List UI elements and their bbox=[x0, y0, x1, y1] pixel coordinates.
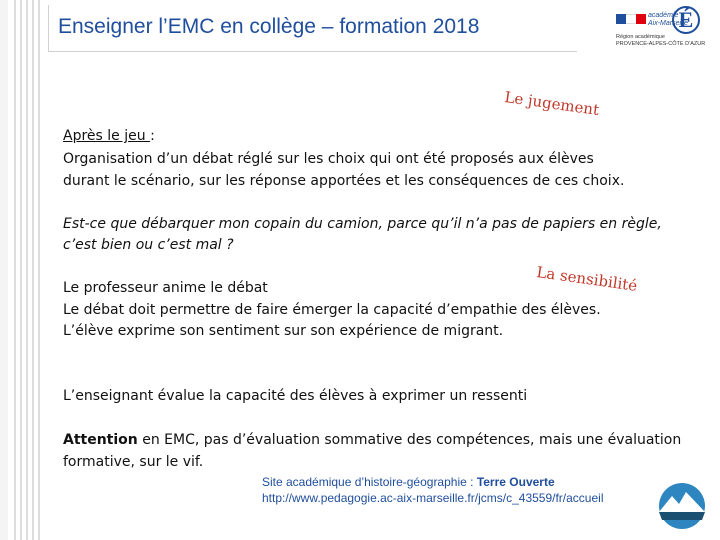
annotation-sensibility: La sensibilité bbox=[535, 263, 639, 295]
debate-line: L’élève exprime son sentiment sur son expérience de migrant. bbox=[63, 323, 504, 339]
evaluation-line: L’enseignant évalue la capacité des élèves à exprimer un ressenti bbox=[63, 388, 528, 404]
page-title: Enseigner l’EMC en collège – formation 2018 bbox=[58, 15, 480, 38]
academy-brand: académie Aix-Marseille bbox=[648, 12, 689, 27]
terre-ouverte-logo-icon bbox=[652, 482, 712, 530]
margin-rule bbox=[32, 0, 34, 540]
academy-logo bbox=[610, 6, 706, 52]
footer-url-link[interactable]: http://www.pedagogie.ac-aix-marseille.fr/jcms/c_43559/fr/accueil bbox=[262, 491, 604, 505]
attention-line: formative, sur le vif. bbox=[63, 454, 204, 470]
margin-rule bbox=[26, 0, 28, 540]
after-game-line: durant le scénario, sur les réponse apportées et les conséquences de ces choix. bbox=[63, 173, 625, 189]
attention-line: Attention en EMC, pas d’évaluation sommative des compétences, mais une évaluation bbox=[63, 432, 682, 448]
french-flag-icon bbox=[616, 14, 646, 24]
annotation-judgment: Le jugement bbox=[503, 88, 601, 120]
margin-rule bbox=[14, 0, 16, 540]
academy-e-icon: É bbox=[672, 6, 700, 34]
margin-rule bbox=[20, 0, 22, 540]
after-game-heading: Après le jeu : bbox=[63, 128, 155, 144]
question-line: Est-ce que débarquer mon copain du camion, parce qu’il n’a pas de papiers en règle, bbox=[63, 216, 662, 232]
after-game-line: Organisation d’un débat réglé sur les choix qui ont été proposés aux élèves bbox=[63, 151, 594, 167]
footer-site: Site académique d’histoire-géographie : Terre Ouverte bbox=[262, 475, 555, 489]
debate-line: Le débat doit permettre de faire émerger la capacité d’empathie des élèves. bbox=[63, 302, 601, 318]
debate-line: Le professeur anime le débat bbox=[63, 280, 268, 296]
margin-rule bbox=[38, 0, 40, 540]
footer bbox=[262, 474, 603, 506]
left-margin-band bbox=[0, 0, 8, 540]
region-label: Région académique PROVENCE-ALPES-CÔTE D’AZUR bbox=[616, 34, 706, 47]
question-line: c’est bien ou c’est mal ? bbox=[63, 237, 234, 253]
